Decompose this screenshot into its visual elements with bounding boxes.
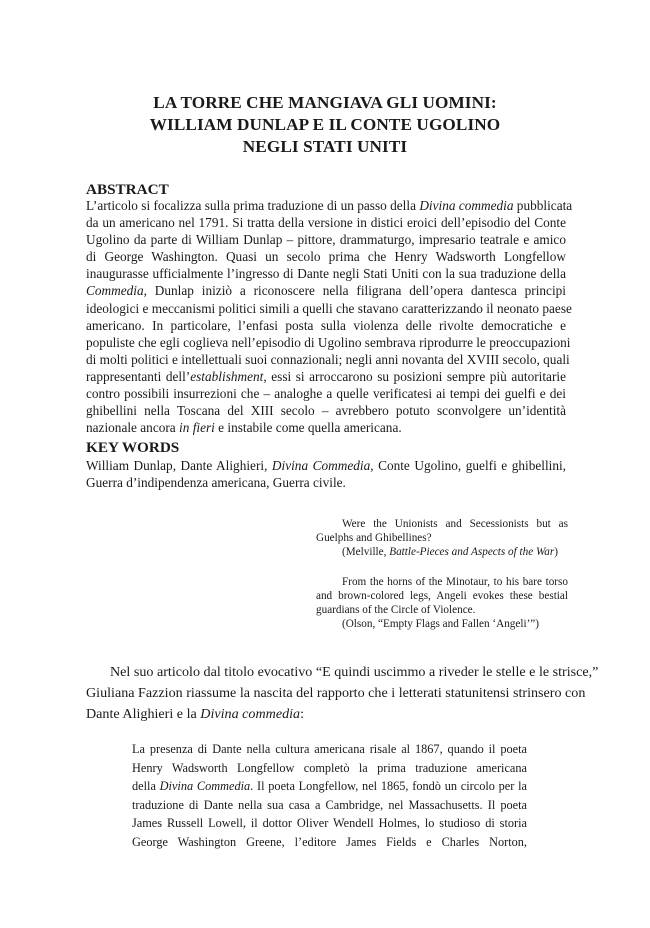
keywords-text [86, 457, 566, 491]
body-line: Nel suo articolo dal titolo evocativo “E quindi uscimmo a riveder le stelle e le strisce,” [110, 664, 599, 680]
abstract-line: ghibellini nella Toscana del XIII secolo – avrebbero potuto sconvolgere un’identità [86, 403, 566, 419]
abstract-line: inaugurasse ufficialmente l’ingresso di Dante negli Stati Uniti con la sua traduzione della [86, 266, 566, 282]
quote-line: La presenza di Dante nella cultura americana risale al 1867, quando il poeta [132, 742, 527, 756]
abstract-line: di molti politici e intellettuali suoi connazionali; negli anni novanta del XVIII secolo, quali [86, 351, 570, 367]
keywords-line: William Dunlap, Dante Alighieri, Divina Commedia, Conte Ugolino, guelfi e ghibellini, [86, 458, 566, 473]
epigraph-source: (Olson, “Empty Flags and Fallen ‘Angeli’”) [342, 618, 539, 631]
abstract-line: L’articolo si focalizza sulla prima traduzione di un passo della Divina commedia pubblicata [86, 198, 573, 213]
epigraph-line: and brown-colored legs, Angeli evokes these bestial [316, 590, 568, 603]
title-line-3: NEGLI STATI UNITI [242, 137, 408, 156]
keywords-heading: KEY WORDS [86, 439, 180, 456]
epigraph-line: Were the Unionists and Secessionists but as [342, 518, 568, 530]
abstract-line: Commedia, Dunlap iniziò a riconoscere nella filigrana dell’opera dantesca principi [86, 283, 566, 299]
block-quote [132, 740, 527, 852]
abstract-line: da un americano nel 1791. Si tratta della versione in distici eroici dell’episodio del Conte [86, 215, 566, 231]
epigraph-2 [316, 575, 568, 631]
epigraph-1 [316, 517, 568, 559]
epigraph-source: (Melville, Battle-Pieces and Aspects of the War) [342, 546, 558, 559]
body-line: Dante Alighieri e la Divina commedia: [86, 706, 305, 722]
abstract-text [86, 197, 573, 436]
abstract-line: populiste che egli coglieva nell’episodio di Ugolino sembrava riprodurre le preoccupazioni [86, 334, 571, 350]
abstract-line: rappresentanti dell’establishment, essi si arroccarono su posizioni sempre più autoritarie [86, 368, 566, 384]
abstract-line: americano. In particolare, l’enfasi posta sulla violenza delle rivolte democratiche e [86, 317, 566, 333]
quote-line: George Washington Greene, l’editore James Fields e Charles Norton, [132, 834, 527, 849]
abstract-line: nazionale ancora in fieri e instabile come quella americana. [86, 420, 402, 436]
quote-line: James Russell Lowell, il dottor Oliver Wendell Holmes, lo studioso di storia [132, 816, 527, 831]
abstract-heading: ABSTRACT [86, 181, 169, 198]
title-line-2: WILLIAM DUNLAP E IL CONTE UGOLINO [149, 115, 501, 134]
epigraph-line: guardians of the Circle of Violence. [316, 604, 476, 617]
article-title [60, 92, 590, 158]
epigraph-line: From the horns of the Minotaur, to his bare torso [342, 576, 568, 588]
body-line: Giuliana Fazzion riassume la nascita del rapporto che i letterati statunitensi strinsero con [86, 685, 586, 701]
abstract-line: ideologici e meccanismi politici simili a quelli che stavano caratterizzando il neonato paese [86, 300, 572, 316]
body-paragraph [86, 662, 599, 725]
abstract-line: contro possibili insurrezioni che – analoghe a quelle verificatesi ai tempi dei guelfi e dei [86, 386, 566, 402]
title-line-1: LA TORRE CHE MANGIAVA GLI UOMINI: [153, 93, 497, 112]
epigraph-line: Guelphs and Ghibellines? [316, 532, 432, 545]
keywords-line: Guerra d’indipendenza americana, Guerra civile. [86, 475, 346, 491]
abstract-line: Ugolino da parte di William Dunlap – pittore, drammaturgo, impresario teatrale e amico [86, 232, 566, 248]
quote-line: traduzione di Dante nella sua casa a Cambridge, nel Massachusetts. Il poeta [132, 797, 527, 812]
quote-line: Henry Wadsworth Longfellow completò la prima traduzione americana [132, 760, 527, 775]
quote-line: della Divina Commedia. Il poeta Longfellow, nel 1865, fondò un circolo per la [132, 779, 527, 794]
abstract-line: di George Washington. Quasi un secolo prima che Henry Wadsworth Longfellow [86, 249, 566, 265]
